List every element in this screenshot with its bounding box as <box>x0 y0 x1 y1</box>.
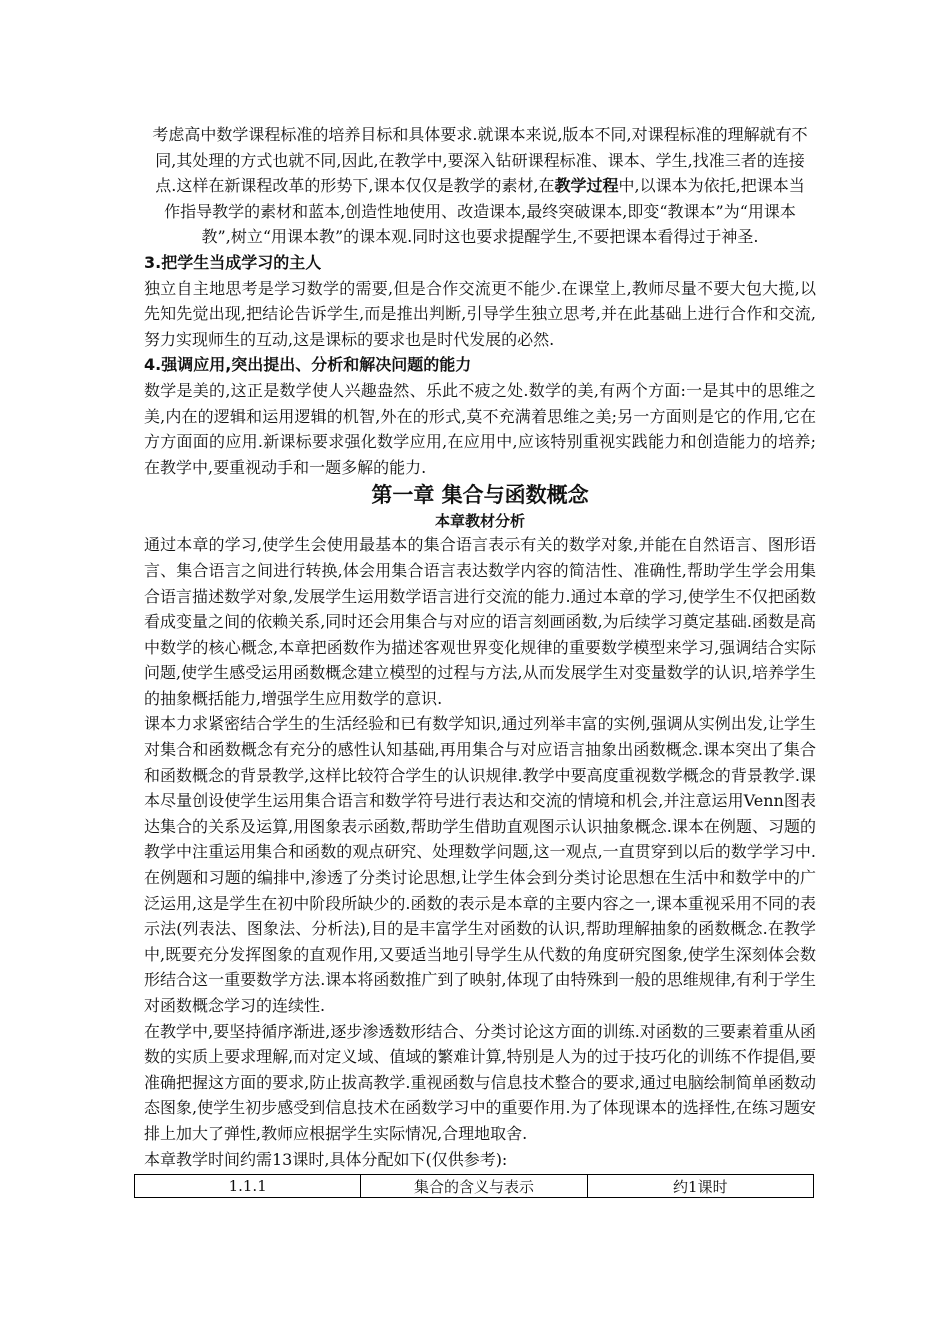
chapter-subtitle: 本章教材分析 <box>434 512 525 531</box>
schedule-table <box>134 1174 814 1198</box>
table-row <box>135 1175 814 1198</box>
chapter-paragraph-2: 课本力求紧密结合学生的生活经验和已有数学知识,通过列举丰富的实例,强调从实例出发,让学生对集合和函数概念有充分的感性认知基础,再用集合与对应语言抽象出函数概念.课本突出了集合和函数概念的背景教学,这样比较符合学生的认识规律.教学中要高度重视数学概念的背景教学.课本尽量创设使学生运用集合语言和数学符号进行表达和交流的情境和机会,并注意运用Venn图表达集合的关系及运算,用图象表示函数,帮助学生借助直观图示认识抽象概念.课本在例题、习题的教学中注重运用集合和函数的观点研究、处理数学问题,这一观点,一直贯穿到以后的数学学习中.在例题和习题的编排中,渗透了分类讨论思想,让学生体会到分类讨论思想在生活中和数学中的广泛运用,这是学生在初中阶段所缺少的.函数的表示是本章的主要内容之一,课本重视采用不同的表示法(列表法、图象法、分析法),目的是丰富学生对函数的认识,帮助理解抽象的函数概念.在教学中,既要充分发挥图象的直观作用,又要适当地引导学生从代数的角度研究图象,使学生深刻体会数形结合这一重要数学方法.课本将函数推广到了映射,体现了由特殊到一般的思维规律,有利于学生对函数概念学习的连续性. <box>144 714 816 1015</box>
intro-text-1: 考虑高中数学课程标准的培养目标和具体要求.就课本来说,版本不同,对课程标准的理解就有不同,其处理的方式也就不同,因此,在教学中,要深入钻研课程标准、课本、学生,找准三者的连接点.这样在新课程改革的形势下,课本仅仅是教学的素材,在 <box>152 125 808 196</box>
chapter-paragraph-4: 本章教学时间约需13课时,具体分配如下(仅供参考): <box>144 1149 508 1169</box>
table-cell-duration: 约1课时 <box>587 1175 813 1198</box>
table-cell-section: 1.1.1 <box>135 1175 361 1198</box>
intro-text-2: 中,以课本为依托,把课本当作指导教学的素材和蓝本,创造性地使用、改造课本,最终突破课本,即变“教课本”为“用课本教”,树立“用课本教”的课本观.同时这也要求提醒学生,不要把课本看得过于神圣. <box>164 176 805 247</box>
section-4-heading: 4.强调应用,突出提出、分析和解决问题的能力 <box>144 355 472 375</box>
chapter-paragraph-1: 通过本章的学习,使学生会使用最基本的集合语言表示有关的数学对象,并能在自然语言、图形语言、集合语言之间进行转换,体会用集合语言表达数学内容的简洁性、准确性,帮助学生学会用集合语言描述数学对象,发展学生运用数学语言进行交流的能力.通过本章的学习,使学生不仅把函数看成变量之间的依赖关系,同时还会用集合与对应的语言刻画函数,为后续学习奠定基础.函数是高中数学的核心概念,本章把函数作为描述客观世界变化规律的重要数学模型来学习,强调结合实际问题,使学生感受运用函数概念建立模型的过程与方法,从而发展学生对变量数学的认识,培养学生的抽象概括能力,增强学生应用数学的意识. <box>144 535 816 708</box>
chapter-paragraph-3: 在教学中,要坚持循序渐进,逐步渗透数形结合、分类讨论这方面的训练.对函数的三要素着重从函数的实质上要求理解,而对定义域、值域的繁难计算,特别是人为的过于技巧化的训练不作提倡,要准确把握这方面的要求,防止拔高教学.重视函数与信息技术整合的要求,通过电脑绘制简单函数动态图象,使学生初步感受到信息技术在函数学习中的重要作用.为了体现课本的选择性,在练习题安排上加大了弹性,教师应根据学生实际情况,合理地取舍. <box>144 1021 816 1143</box>
document-body <box>144 122 816 1198</box>
chapter-title: 第一章 集合与函数概念 <box>371 482 589 508</box>
section-3-paragraph: 独立自主地思考是学习数学的需要,但是合作交流更不能少.在课堂上,教师尽量不要大包大揽,以先知先觉出现,把结论告诉学生,而是推出判断,引导学生独立思考,并在此基础上进行合作和交流,努力实现师生的互动,这是课标的要求也是时代发展的必然. <box>144 278 816 349</box>
table-cell-topic: 集合的含义与表示 <box>361 1175 587 1198</box>
intro-bold-term: 教学过程 <box>554 176 619 196</box>
section-4-paragraph: 数学是美的,这正是数学使人兴趣盎然、乐此不疲之处.数学的美,有两个方面:一是其中的思维之美,内在的逻辑和运用逻辑的机智,外在的形式,莫不充满着思维之美;另一方面则是它的作用,它在方方面面的应用.新课标要求强化数学应用,在应用中,应该特别重视实践能力和创造能力的培养;在教学中,要重视动手和一题多解的能力. <box>144 380 816 477</box>
intro-paragraph <box>144 122 816 250</box>
section-3-heading: 3.把学生当成学习的主人 <box>144 252 322 272</box>
